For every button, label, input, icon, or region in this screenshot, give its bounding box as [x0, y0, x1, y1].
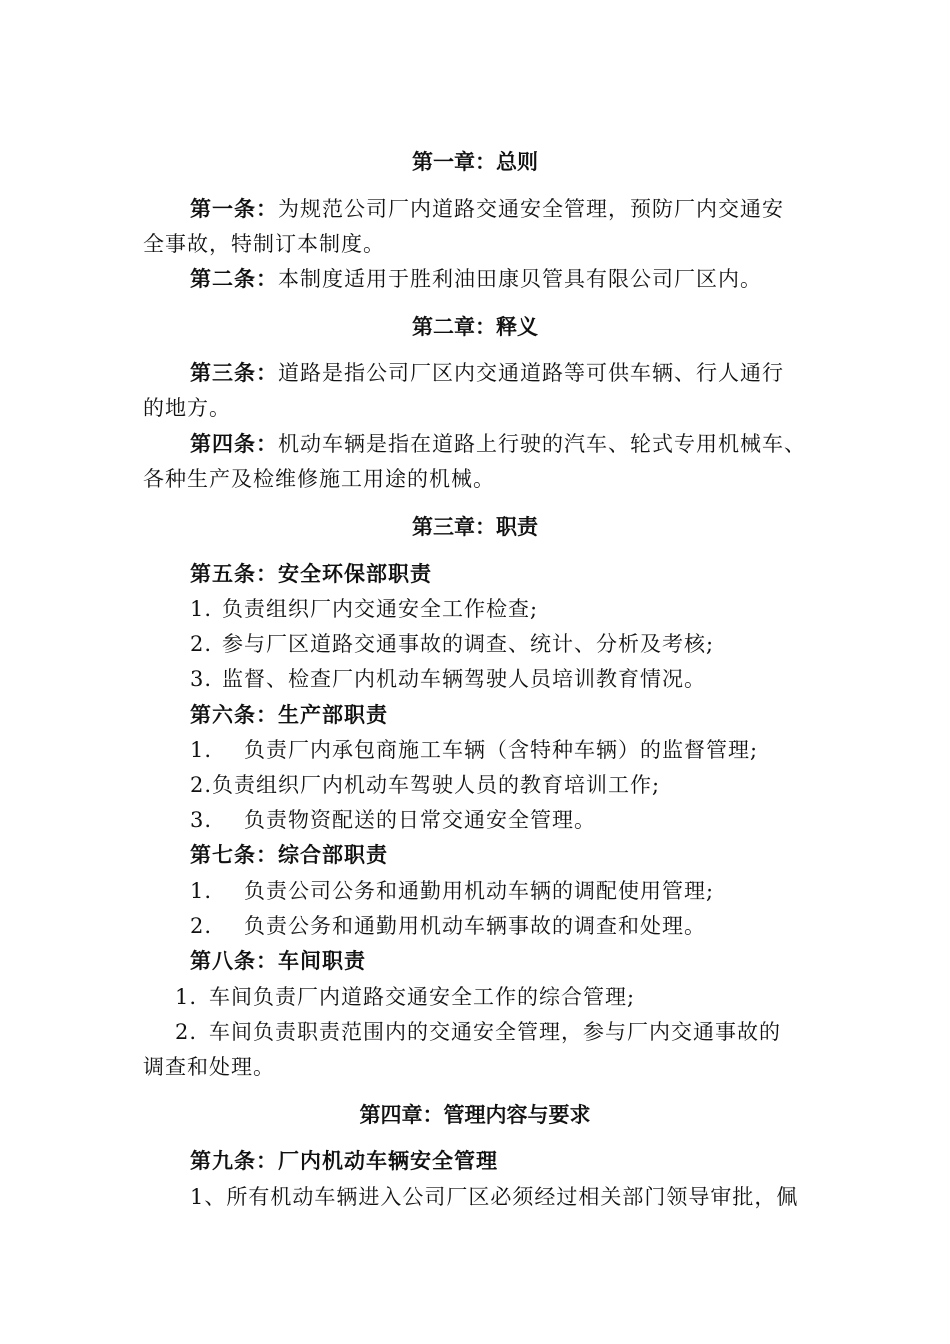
- article-8-heading: 第八条：车间职责: [190, 948, 366, 973]
- list-item: [190, 628, 714, 658]
- list-item: [190, 804, 596, 834]
- list-item-text: 负责厂内承包商施工车辆（含特种车辆）的监督管理;: [244, 738, 759, 762]
- list-item: [190, 734, 758, 764]
- list-item: [190, 910, 706, 940]
- list-item-text: 参与厂区道路交通事故的调查、统计、分析及考核;: [222, 632, 715, 656]
- article-9-heading: 第九条：厂内机动车辆安全管理: [190, 1148, 498, 1173]
- article-4-line-2: 各种生产及检维修施工用途的机械。: [143, 467, 495, 491]
- chapter-1-title: 第一章：总则: [412, 149, 538, 174]
- article-2-label: 第二条：: [190, 266, 278, 291]
- article-9-item-1: 1、所有机动车辆进入公司厂区必须经过相关部门领导审批，佩: [190, 1185, 799, 1209]
- article-1-line-1: [190, 193, 784, 223]
- article-2: [190, 263, 762, 293]
- article-6-heading: 第六条：生产部职责: [190, 702, 388, 727]
- list-item-text: 负责组织厂内交通安全工作检查;: [222, 597, 539, 621]
- article-5-heading: 第五条：安全环保部职责: [190, 561, 432, 586]
- list-item-continuation: 调查和处理。: [143, 1055, 275, 1079]
- list-item-number: 2.: [190, 914, 213, 938]
- list-item-number: 1.: [190, 879, 213, 903]
- list-item-number: 1.: [190, 597, 213, 621]
- article-4-line-1: [190, 428, 806, 458]
- article-3-text: 道路是指公司厂区内交通道路等可供车辆、行人通行: [278, 361, 784, 385]
- article-3-line-1: [190, 357, 784, 387]
- list-item: [190, 593, 538, 623]
- list-item: [190, 663, 706, 693]
- list-item-text: 车间负责职责范围内的交通安全管理，参与厂内交通事故的: [209, 1020, 781, 1044]
- article-1-text: 为规范公司厂内道路交通安全管理，预防厂内交通安: [278, 197, 784, 221]
- list-item-text: 监督、检查厂内机动车辆驾驶人员培训教育情况。: [222, 667, 706, 691]
- list-item: [190, 769, 660, 799]
- list-item-number: 2.: [190, 632, 213, 656]
- list-item-number: 1.: [175, 985, 198, 1009]
- list-item-number: 1.: [190, 738, 213, 762]
- article-4-text: 机动车辆是指在道路上行驶的汽车、轮式专用机械车、: [278, 432, 806, 456]
- article-1-label: 第一条：: [190, 196, 278, 221]
- list-item-text: 负责组织厂内机动车驾驶人员的教育培训工作;: [212, 773, 661, 797]
- chapter-3-title: 第三章：职责: [412, 514, 538, 539]
- chapter-2-title: 第二章：释义: [412, 314, 538, 339]
- list-item-text: 负责公务和通勤用机动车辆事故的调查和处理。: [244, 914, 706, 938]
- article-3-label: 第三条：: [190, 360, 278, 385]
- article-2-text: 本制度适用于胜利油田康贝管具有限公司厂区内。: [278, 267, 762, 291]
- list-item-number: 2.: [190, 773, 213, 797]
- list-item-number: 2.: [175, 1020, 198, 1044]
- list-item-number: 3.: [190, 667, 213, 691]
- list-item-number: 3.: [190, 808, 213, 832]
- list-item: [190, 875, 714, 905]
- list-item: [175, 1016, 781, 1046]
- article-7-heading: 第七条：综合部职责: [190, 842, 388, 867]
- article-4-label: 第四条：: [190, 431, 278, 456]
- article-3-line-2: 的地方。: [143, 396, 231, 420]
- article-1-line-2: 全事故，特制订本制度。: [143, 232, 385, 256]
- list-item-text: 负责公司公务和通勤用机动车辆的调配使用管理;: [244, 879, 715, 903]
- chapter-4-title: 第四章：管理内容与要求: [359, 1102, 591, 1127]
- list-item: [175, 981, 635, 1011]
- list-item-text: 车间负责厂内道路交通安全工作的综合管理;: [209, 985, 636, 1009]
- list-item-text: 负责物资配送的日常交通安全管理。: [244, 808, 596, 832]
